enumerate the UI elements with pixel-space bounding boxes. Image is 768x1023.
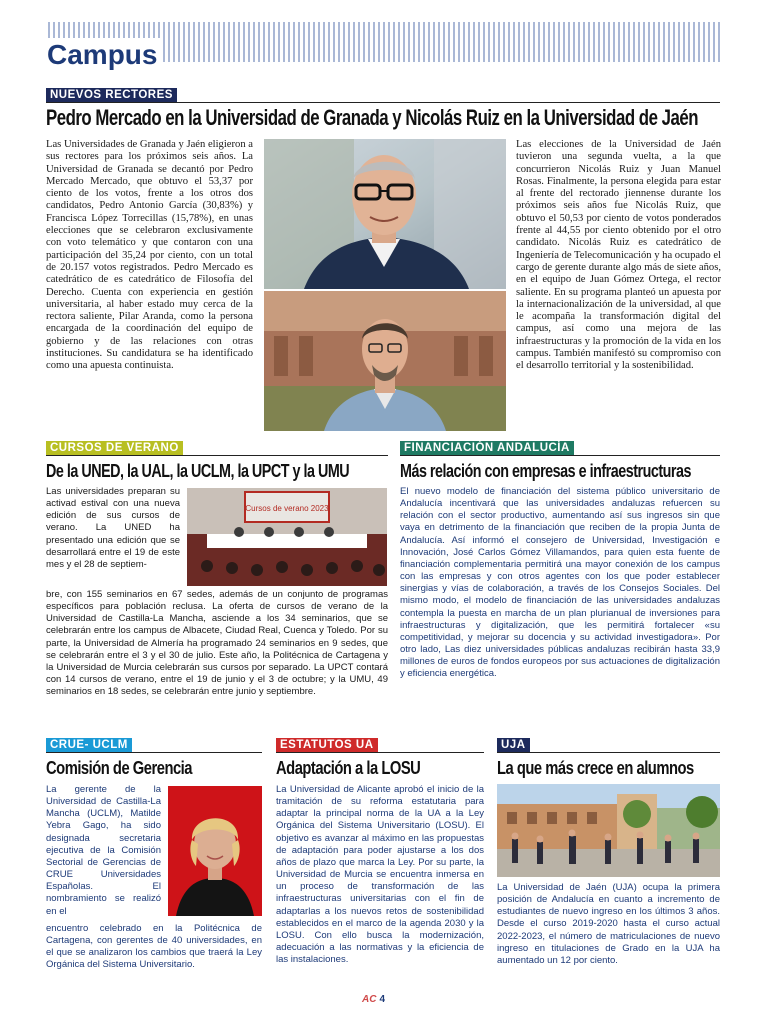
section-title: Campus — [44, 38, 163, 72]
photo-nicolas-ruiz — [264, 291, 506, 431]
crue-headline: Comisión de Gerencia — [46, 757, 193, 778]
cursos-text-full: bre, con 155 seminarios en 67 sedes, además de un conjunto de programas específicos para población reclusa. La oferta de cursos de verano de la Universidad de Castilla-La Mancha, asciende a los 34 seminarios, que se celebrarán entre los campus de Albacete, Ciudad Real, Cuenca y Toledo. Por su parte, la Universidad de Almería ha programado 24 seminarios en 9 sedes, que se celebrarán entre el 3 y el 30 de julio. Este año, la Politécnica de Cartagena y la Universidad de Murcia celebrarán sus cursos por separado. La UPCT contará con 14 cursos de verano, entre el 19 de junio y el 3 de octubre; y la UMU, 49 seminarios en 18 sedes, se celebrarán entre junio y septiembre. — [46, 589, 388, 698]
tag-cursos-de-verano: CURSOS DE VERANO — [46, 441, 183, 456]
divider — [46, 752, 262, 753]
uja-headline: La que más crece en alumnos — [497, 757, 694, 778]
divider — [400, 455, 720, 456]
tag-uja: UJA — [497, 738, 530, 753]
divider — [276, 752, 484, 753]
folio-brand: AC — [362, 994, 377, 1005]
divider — [497, 752, 720, 753]
financiacion-headline: Más relación con empresas e infraestructuras — [400, 460, 691, 481]
tag-crue-uclm: CRUE- UCLM — [46, 738, 132, 753]
tag-nuevos-rectores: NUEVOS RECTORES — [46, 88, 177, 103]
main-left-text: Las Universidades de Granada y Jaén eligieron a sus rectores para los próximos seis años. La Universidad de Granada se decantó por Pedro Mercado Mercado, que obtuvo el 53,37 por ciento de los votos, frente a los otros dos candidatos, Pedro Antonio García (30,83%) y Francisca López Torrecillas (15,78%), en unas elecciones que se celebraron exclusivamente con voto telemático y que contaron con una participación del 35,24 por ciento, con un total de 20.157 votos registrados. Pedro Mercado es catedrático de es catedrático de Filosofía del Derecho. Cuenta con experiencia en gestión universitaria, al haber estado muy cerca de la rectora saliente, Pilar Aranda, como la persona encargada de la coordinación del equipo de gobierno y de las relaciones con otras instituciones. Su candidatura se ha identificado como una apuesta continuista. — [46, 139, 253, 372]
page-number: 4 — [379, 994, 386, 1005]
crue-text-full: encuentro celebrado en la Politécnica de Cartagena, con gerentes de 40 universidades, en el que se analizaron los cambios que traerá la Ley Orgánica del Sistema Universitario. — [46, 923, 262, 971]
main-right-text: Las elecciones de la Universidad de Jaén tuvieron una segunda vuelta, a la que concurrieron Nicolás Ruiz y Juan Manuel Rosas. Finalmente, la persona elegida para estar al frente del rectorado jiennense durante los próximos seis años fue Nicolás Ruiz, que obtuvo el 50,53 por ciento de votos ponderados frente al 44,55 por ciento obtenido por el otro candidato. Nicolás Ruiz es catedrático de Ingeniería de Telecomunicación y ha ocupado el cargo de gerente durante algo más de siete años, en el equipo de Juan Gómez Ortega, el rector saliente. En su programa planteó un apuesta por la internacionalización de la universidad, al que le acompaña la transformación digital del campus, así como una mejora de las infraestructuras y la promoción de la vida en los campus. También manifestó su compromiso con el desarrollo territorial y la sostenibilidad. — [516, 139, 721, 372]
page-folio — [362, 994, 385, 1005]
photo-banner-text: Cursos de verano 2023 — [245, 504, 329, 513]
divider — [46, 102, 720, 103]
estatutos-headline: Adaptación a la LOSU — [276, 757, 421, 778]
tag-financiacion-andalucia: FINANCIACIÓN ANDALUCÍA — [400, 441, 574, 456]
crue-text-wrap: La gerente de la Universidad de Castilla-La Mancha (UCLM), Matilde Yebra Gago, ha sido designada secretaria ejecutiva de la Comisión Sectorial de Gerencias de CRUE Universidades Españolas. El nombramiento se realizó en el — [46, 784, 161, 917]
tag-estatutos-ua: ESTATUTOS UA — [276, 738, 378, 753]
photo-cursos-verano — [187, 488, 387, 586]
photo-uja-campus — [497, 784, 720, 877]
photo-pedro-mercado — [264, 139, 506, 289]
photo-matilde-yebra — [168, 786, 262, 916]
estatutos-text: La Universidad de Alicante aprobó el inicio de la tramitación de su reforma estatutaria para adaptar la principal norma de la UA a la Ley Orgánica del Sistema Universitario (LOSU). El objetivo es avanzar al máximo en las propuestas de adaptación para poder ajustarse a los dos años de plazo que marca la Ley. Por su parte, la Universidad de Murcia se encuentra inmersa en un proceso de transformación de las infraestructuras universitarias con el fin de adaptarlas a los nuevos retos de sostenibilidad establecidos en el marco de la agenda 2030 y la LOSU. Con ello busca la modernización, adecuación a las normativas y la eficiencia de las instalaciones. — [276, 784, 484, 966]
uja-text: La Universidad de Jaén (UJA) ocupa la primera posición de Andalucía en cuanto a incremento de estudiantes de nuevo ingreso en los últimos 3 años. Desde el curso 2019-2020 hasta el curso actual 2022-2023, el número de matriculaciones de nuevo ingreso en titulaciones de Grado en la UJA ha aumentado un 12 por ciento. — [497, 882, 720, 966]
cursos-text-wrap: Las universidades preparan su activad estival con una nueva edición de sus cursos de verano. La UNED ha presentado una edición que se desarrollará entre el 19 de este mes y el 28 de septiem- — [46, 486, 180, 570]
main-headline: Pedro Mercado en la Universidad de Granada y Nicolás Ruiz en la Universidad de Jaén — [46, 106, 698, 131]
cursos-headline: De la UNED, la UAL, la UCLM, la UPCT y la UMU — [46, 460, 350, 481]
divider — [46, 455, 388, 456]
financiacion-text: El nuevo modelo de financiación del sistema público universitario de Andalucía incentivará que las universidades andaluzas refuercen su relación con el sector productivo, aumentando así sus ingresos sin que vaya en detrimento de la financiación que reciben de la propia Junta de Andalucía. Así informó el consejero de Universidad, Investigación e Innovación, José Carlos Gómez Villamandos, para quien esta fuente de financiación complementaria permitirá una mayor conexión de los campus con las empresas y con otros agentes con los que poder establecer sinergias y vías de colaboración, a través de los Consejos Sociales. Del mismo modo, el modelo de financiación de las universidades andaluzas contempla la puesta en marcha de un plan plurianual de inversiones para infraestructuras y digitalización, que les permitirá fortalecer «su competitividad, y mejorar su docencia y su actividad investigadora». Por otro lado, Las diez universidades públicas andaluzas recibirán hasta 33,9 millones de euros de fondos europeos por sus actuaciones de digitalización y eficiencia energética. — [400, 486, 720, 680]
